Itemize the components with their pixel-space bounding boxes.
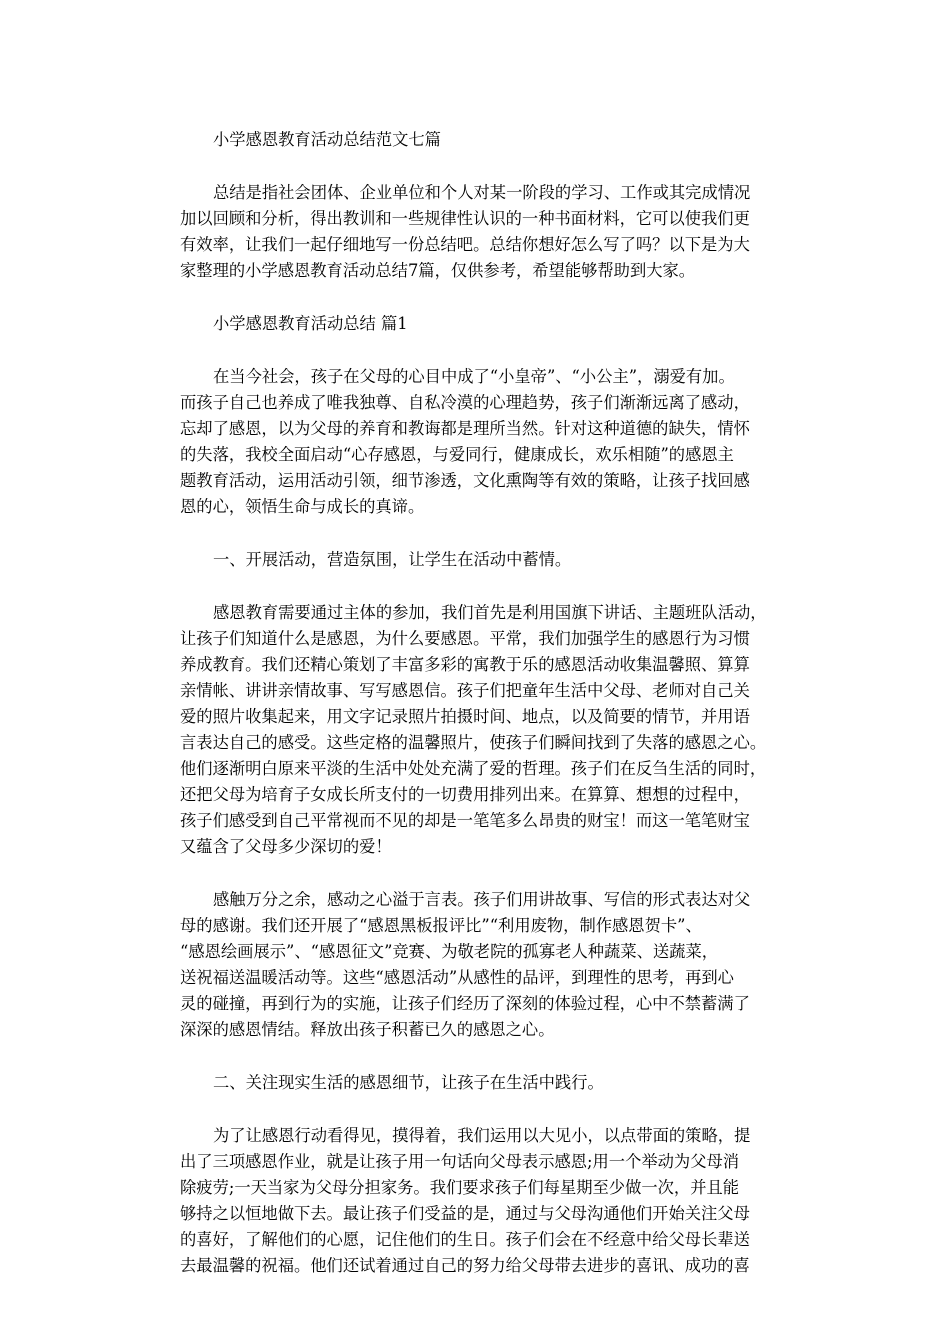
paragraph-line: 感恩教育需要通过主体的参加，我们首先是利用国旗下讲话、主题班队活动， [213,603,767,622]
paragraph-line: 的失落，我校全面启动“心存感恩，与爱同行，健康成长，欢乐相随”的感恩主 [180,445,734,464]
paragraph-2 [180,600,780,860]
intro-line: 家整理的小学感恩教育活动总结7篇，仅供参考，希望能够帮助到大家。 [180,261,696,280]
spacer [180,1043,780,1070]
sub-heading-2: 二、关注现实生活的感恩细节，让孩子在生活中践行。 [213,1073,604,1092]
paragraph-line: 送祝福送温暖活动等。这些“感恩活动”从感性的品评，到理性的思考，再到心 [180,968,734,987]
spacer [180,337,780,364]
paragraph-line: “感恩绘画展示”、“感恩征文”竞赛、为敬老院的孤寡老人种蔬菜、送蔬菜， [180,942,719,961]
spacer [180,153,780,180]
intro-line: 总结是指社会团体、企业单位和个人对某一阶段的学习、工作或其完成情况 [213,183,751,202]
intro-paragraph [180,180,780,284]
paragraph-line: 他们逐渐明白原来平淡的生活中处处充满了爱的哲理。孩子们在反刍生活的同时， [180,759,767,778]
spacer [180,284,780,311]
spacer [180,573,780,600]
document-body [180,127,780,1279]
paragraph-line: 让孩子们知道什么是感恩，为什么要感恩。平常，我们加强学生的感恩行为习惯 [180,629,750,648]
paragraph-line: 又蕴含了父母多少深切的爱！ [180,837,392,856]
paragraph-4 [180,1123,780,1279]
paragraph-line: 而孩子自己也养成了唯我独尊、自私冷漠的心理趋势，孩子们渐渐远离了感动， [180,393,750,412]
paragraph-line: 言表达自己的感受。这些定格的温馨照片，使孩子们瞬间找到了失落的感恩之心。 [180,733,767,752]
paragraph-line: 在当今社会，孩子在父母的心目中成了“小皇帝”、“小公主”，溺爱有加。 [213,367,735,386]
intro-line: 有效率，让我们一起仔细地写一份总结吧。总结你想好怎么写了吗？以下是为大 [180,235,750,254]
paragraph-1 [180,364,780,520]
paragraph-line: 去最温馨的祝福。他们还试着通过自己的努力给父母带去进步的喜讯、成功的喜 [180,1256,750,1275]
paragraph-line: 为了让感恩行动看得见，摸得着，我们运用以大见小，以点带面的策略，提 [213,1126,751,1145]
spacer [180,520,780,547]
paragraph-line: 孩子们感受到自己平常视而不见的却是一笔笔多么昂贵的财宝！而这一笔笔财宝 [180,811,750,830]
paragraph-3 [180,887,780,1043]
paragraph-line: 爱的照片收集起来，用文字记录照片拍摄时间、地点，以及简要的情节，并用语 [180,707,750,726]
section-heading: 小学感恩教育活动总结 篇1 [213,314,408,333]
paragraph-line: 除疲劳;一天当家为父母分担家务。我们要求孩子们每星期至少做一次，并且能 [180,1178,740,1197]
paragraph-line: 的喜好，了解他们的心愿，记住他们的生日。孩子们会在不经意中给父母长辈送 [180,1230,750,1249]
paragraph-line: 还把父母为培育子女成长所支付的一切费用排列出来。在算算、想想的过程中， [180,785,750,804]
document-title: 小学感恩教育活动总结范文七篇 [213,130,441,149]
paragraph-line: 感触万分之余，感动之心溢于言表。孩子们用讲故事、写信的形式表达对父 [213,890,751,909]
sub-heading-1: 一、开展活动，营造氛围，让学生在活动中蓄情。 [213,550,572,569]
paragraph-line: 养成教育。我们还精心策划了丰富多彩的寓教于乐的感恩活动收集温馨照、算算 [180,655,750,674]
spacer [180,860,780,887]
intro-line: 加以回顾和分析，得出教训和一些规律性认识的一种书面材料，它可以使我们更 [180,209,750,228]
paragraph-line: 出了三项感恩作业，就是让孩子用一句话向父母表示感恩;用一个举动为父母消 [180,1152,740,1171]
paragraph-line: 够持之以恒地做下去。最让孩子们受益的是，通过与父母沟通他们开始关注父母 [180,1204,750,1223]
paragraph-line: 恩的心，领悟生命与成长的真谛。 [180,497,425,516]
paragraph-line: 忘却了感恩，以为父母的养育和教诲都是理所当然。针对这种道德的缺失，情怀 [180,419,750,438]
paragraph-line: 题教育活动，运用活动引领，细节渗透，文化熏陶等有效的策略，让孩子找回感 [180,471,750,490]
paragraph-line: 母的感谢。我们还开展了“感恩黑板报评比”“利用废物，制作感恩贺卡”、 [180,916,702,935]
paragraph-line: 灵的碰撞，再到行为的实施，让孩子们经历了深刻的体验过程，心中不禁蓄满了 [180,994,750,1013]
spacer [180,1096,780,1123]
paragraph-line: 深深的感恩情结。释放出孩子积蓄已久的感恩之心。 [180,1020,555,1039]
paragraph-line: 亲情帐、讲讲亲情故事、写写感恩信。孩子们把童年生活中父母、老师对自己关 [180,681,750,700]
